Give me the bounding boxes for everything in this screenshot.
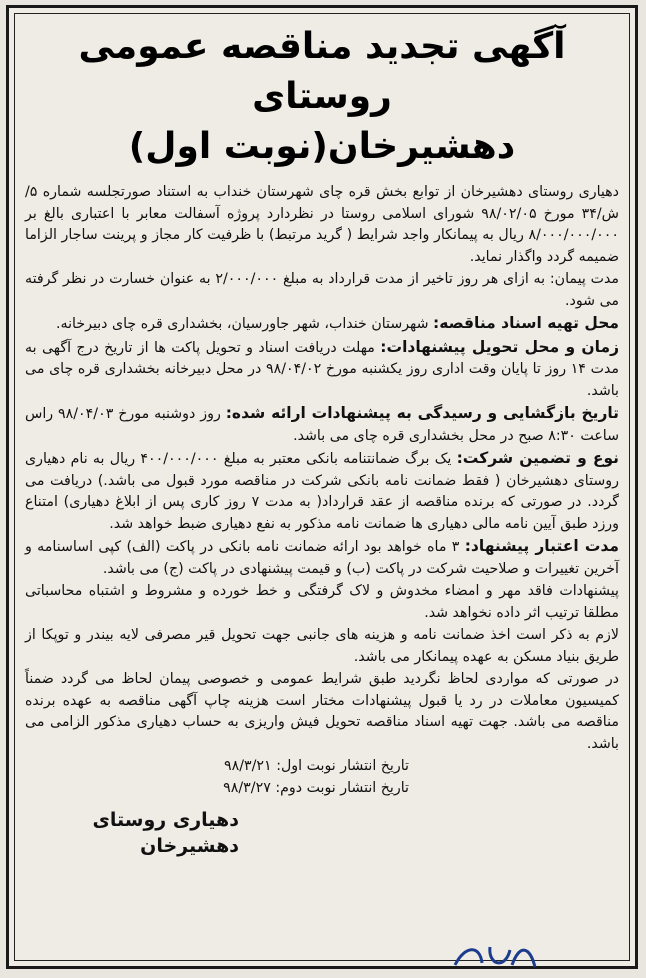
intro-paragraph: دهیاری روستای دهشیرخان از توابع بخش قره چای شهرستان خنداب به استناد صورتجلسه شماره ۵/ش/۳۴ مورخ ۹۸/۰۲/۰۵ شورای اسلامی روستا در نظردارد پروژه آسفالت معابر با اعتباری بالغ بر ۸/۰۰۰/۰۰۰/۰۰۰ ریال به پیمانکار واجد شرایط ( گرید مرتبط) با ظرفیت کار مجاز و پرینت ساجار الزاما ضمیمه گردد واگذار نماید. xyxy=(25,184,620,265)
delivery-heading: زمان و محل تحویل پیشنهادات: xyxy=(380,337,619,356)
publication-date-second: تاریخ انتشار نوبت دوم: ۹۸/۳/۲۷ xyxy=(223,779,409,796)
title-line-1: آگهی تجدید مناقصه عمومی روستای xyxy=(78,26,566,117)
validity-text: ۳ ماه خواهد بود ارائه ضمانت نامه بانکی در پاکت (الف) کپی اساسنامه و آخرین تغییرات و صلاحیت شرکت در پاکت (ب) و قیمت پیشنهادی در پاکت (ج) می باشد. xyxy=(25,539,619,577)
invalid-bids-paragraph: پیشنهادات فاقد مهر و امضاء مخدوش و لاک گرفتگی و خط خورده و مشروط و اشتباه محاسباتی مطلقا ترتیب اثر داده نخواهد شد. xyxy=(25,583,619,621)
final-note-paragraph: در صورتی که مواردی لحاظ نگردید طبق شرایط عمومی و خصوصی پیمان لحاظ می گردد ضمناً کمیسیون معاملات در رد یا قبول پیشنهادات مختار است هزینه چاپ آگهی مناقصه به عهده برنده مناقصه می باشد. جهت تهیه اسناد مناقصه تحویل فیش واریزی به حساب دهیاری مذکور الزامی می باشد. xyxy=(25,671,619,752)
costs-note-paragraph: لازم به ذکر است اخذ ضمانت نامه و هزینه های جانبی جهت تحویل قیر مصرفی لایه بیندر و توپکا از طریق بنیاد مسکن به عهده پیمانکار می باشد. xyxy=(25,627,619,665)
title-line-2: دهشیرخان(نوبت اول) xyxy=(128,126,516,167)
notice-title xyxy=(25,22,619,172)
opening-text: روز دوشنبه مورخ ۹۸/۰۴/۰۳ راس ساعت ۸:۳۰ صبح در محل بخشداری قره چای می باشد. xyxy=(25,406,619,444)
notice-body xyxy=(25,22,619,956)
validity-paragraph xyxy=(25,536,619,580)
guarantee-paragraph xyxy=(25,448,619,535)
opening-paragraph xyxy=(25,403,619,447)
guarantee-text: یک برگ ضمانتنامه بانکی معتبر به مبلغ ۴۰۰/۰۰۰/۰۰۰ ریال به نام دهیاری روستای دهشیرخان ( فقط ضمانت نامه بانکی شرکت در مناقصه مورد قبول می باشد.) دریافت می گردد. در صورتی که برنده مناقصه از عقد قرارداد( به مدت ۷ روز کاری پس از ابلاغ دهیاری) امتناع ورزد طبق آیین نامه مالی دهیاری ها ضمانت نامه مذکور به نفع دهیاری ضبط خواهد شد. xyxy=(25,451,619,532)
delivery-paragraph xyxy=(25,337,619,403)
opening-heading: تاریخ بازگشایی و رسیدگی به پیشنهادات ارائه شده: xyxy=(225,404,620,422)
publication-date-first: تاریخ انتشار نوبت اول: ۹۸/۳/۲۱ xyxy=(224,758,409,774)
delivery-text: مهلت دریافت اسناد و تحویل پاکت ها از تاریخ درج آگهی به مدت ۱۴ روز تا پایان وقت اداری روز یکشنبه مورخ ۹۸/۰۴/۰۲ در محل دبیرخانه بخشداری قره چای می باشد. xyxy=(25,339,619,399)
notice-frame xyxy=(6,5,638,969)
docs-place-paragraph xyxy=(25,313,619,336)
validity-heading: مدت اعتبار پیشنهاد: xyxy=(464,537,619,555)
handwritten-mark-icon xyxy=(450,935,540,975)
guarantee-heading: نوع و تضمین شرکت: xyxy=(456,449,619,467)
docs-place-heading: محل تهیه اسناد مناقصه: xyxy=(433,314,619,332)
docs-place-text: شهرستان خنداب، شهر جاورسیان، بخشداری قره چای دبیرخانه. xyxy=(55,316,433,332)
signature-line: دهیاری روستای دهشیرخان xyxy=(92,809,239,857)
contract-term-paragraph: مدت پیمان: به ازای هر روز تاخیر از مدت قرارداد به مبلغ ۲/۰۰۰/۰۰۰ به عنوان خسارت در نظر گرفته می شود. xyxy=(25,271,619,309)
